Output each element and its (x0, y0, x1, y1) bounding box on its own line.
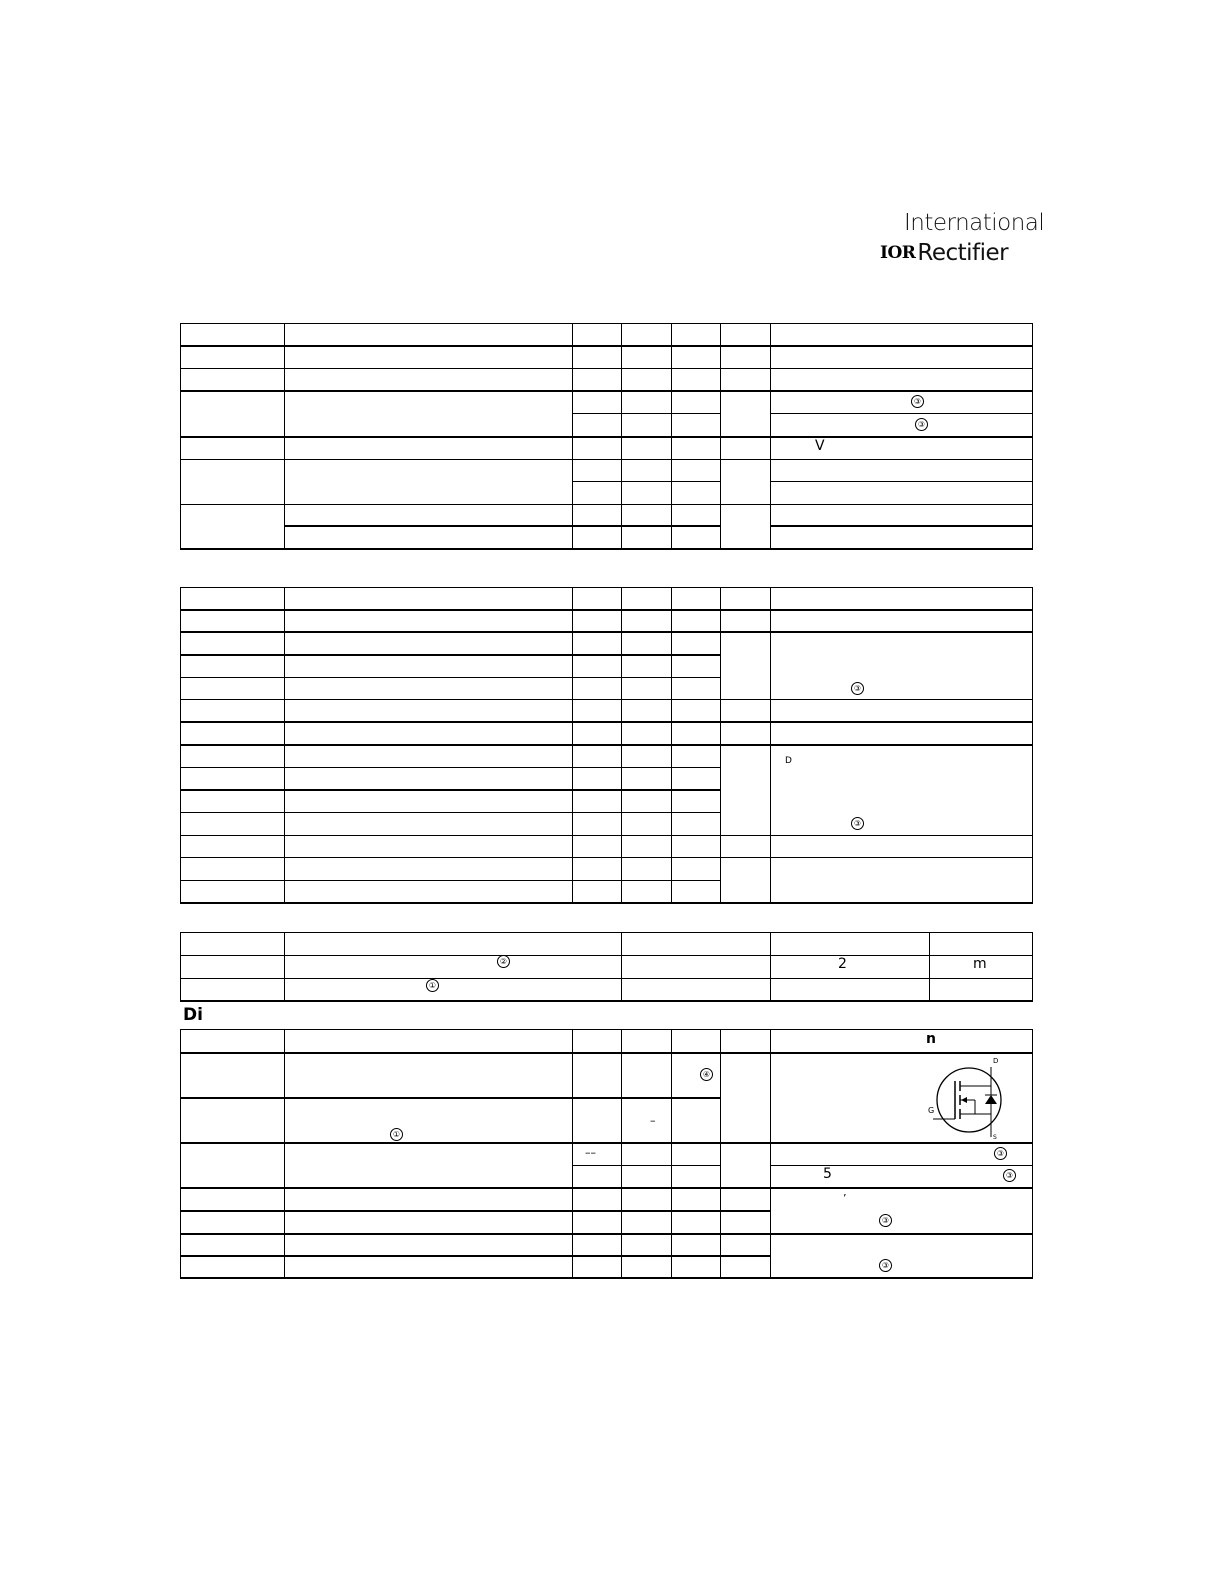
note-ref-2: ② (497, 955, 510, 968)
thermal-unit: m (973, 956, 987, 972)
note-ref-3: ③ (851, 817, 864, 830)
condition-fragment: D (785, 756, 792, 766)
diode-section-title: Di (183, 1005, 203, 1025)
thermal-value: 2 (838, 956, 847, 972)
note-ref-1: ① (390, 1128, 403, 1141)
source-label: S (993, 1134, 997, 1140)
logo-text-line2 (880, 240, 1008, 266)
note-ref-1: ① (426, 979, 439, 992)
dash-fragment: – (650, 1114, 656, 1127)
note-ref-3: ③ (911, 395, 924, 408)
condition-fragment: 5 (823, 1166, 832, 1182)
drain-label: D (993, 1057, 999, 1065)
mosfet-symbol-icon (925, 1055, 1035, 1140)
condition-fragment: V (815, 438, 825, 454)
logo-text-line1: International (904, 210, 1045, 236)
note-ref-3: ③ (994, 1147, 1007, 1160)
comma-fragment: ’ (843, 1192, 847, 1205)
conditions-header-fragment: n (926, 1031, 936, 1047)
note-ref-3: ③ (879, 1259, 892, 1272)
company-logo (880, 210, 1045, 270)
gate-label: G (928, 1106, 935, 1115)
note-ref-3: ③ (879, 1214, 892, 1227)
note-ref-4: ④ (700, 1068, 713, 1081)
logo-rectifier: Rectifier (917, 240, 1009, 266)
note-ref-3: ③ (1003, 1169, 1016, 1182)
logo-mark: IOR (880, 243, 916, 263)
note-ref-3: ③ (915, 418, 928, 431)
dash-fragment: –– (585, 1146, 596, 1159)
note-ref-3: ③ (851, 682, 864, 695)
